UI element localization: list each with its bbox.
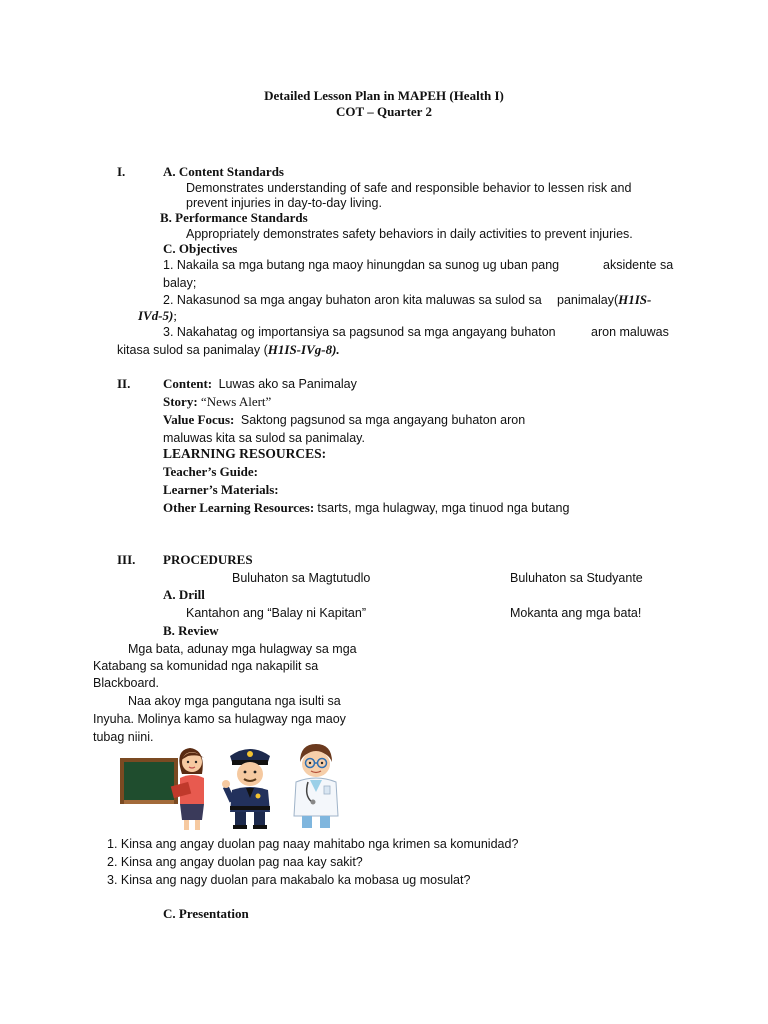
objective-3-kitasa: kitasa sulod sa panimalay ( bbox=[117, 343, 268, 357]
value-focus-line bbox=[163, 412, 525, 428]
review-text-line-5: Inyuha. Molinya kamo sa hulagway nga maoy bbox=[93, 712, 346, 726]
value-focus-text-2: maluwas kita sa sulod sa panimalay. bbox=[163, 431, 365, 445]
objective-2-code-line bbox=[138, 308, 177, 324]
other-resources-line bbox=[163, 500, 569, 516]
objective-2-semicolon: ; bbox=[173, 308, 178, 323]
objectives-heading: C. Objectives bbox=[163, 241, 238, 256]
content-value: Luwas ako sa Panimalay bbox=[218, 377, 357, 391]
student-column-heading: Buluhaton sa Studyante bbox=[510, 571, 643, 585]
section-2-number: II. bbox=[117, 376, 131, 391]
section-1-number: I. bbox=[117, 164, 126, 179]
teacher-column-heading: Buluhaton sa Magtutudlo bbox=[232, 571, 371, 585]
learning-resources-heading: LEARNING RESOURCES: bbox=[163, 446, 327, 461]
value-focus-text-1: Saktong pagsunod sa mga angayang buhaton aron bbox=[240, 413, 526, 427]
drill-teacher-activity: Kantahon ang “Balay ni Kapitan” bbox=[186, 606, 366, 620]
objective-3-text: 3. Nakahatag og importansiya sa pagsunod sa mga angayang buhaton bbox=[163, 325, 556, 339]
doctor-illustration bbox=[288, 740, 344, 832]
objective-3-text-end: aron maluwas bbox=[591, 325, 669, 339]
objective-2-code-part-2: IVd-5) bbox=[138, 308, 174, 323]
objective-1-text: 1. Nakaila sa mga butang nga maoy hinungdan sa sunog ug uban pang bbox=[163, 258, 560, 272]
learners-materials-label: Learner’s Materials: bbox=[163, 482, 279, 497]
objective-1-text-wrap: balay; bbox=[163, 276, 197, 290]
question-3: 3. Kinsa ang nagy duolan para makabalo ka mobasa ug mosulat? bbox=[107, 873, 471, 887]
objective-2-text-end bbox=[557, 292, 651, 308]
story-label: Story: bbox=[163, 394, 198, 409]
content-standards-heading: A. Content Standards bbox=[163, 164, 284, 179]
review-text-line-6: tubag niini. bbox=[93, 730, 154, 744]
objective-2-code-part-1: H1IS- bbox=[618, 292, 652, 307]
story-line bbox=[163, 394, 271, 410]
review-text-line-2: Katabang sa komunidad nga nakapilit sa bbox=[93, 659, 319, 673]
teachers-guide-label: Teacher’s Guide: bbox=[163, 464, 258, 479]
question-2: 2. Kinsa ang angay duolan pag naa kay sakit? bbox=[107, 855, 363, 869]
content-standards-line-2: prevent injuries in day-to-day living. bbox=[186, 196, 382, 210]
document-subtitle: COT – Quarter 2 bbox=[336, 104, 432, 119]
objective-2-panimalay: panimalay( bbox=[557, 293, 619, 307]
content-line bbox=[163, 376, 357, 392]
other-resources-value: tsarts, mga hulagway, mga tinuod nga butang bbox=[317, 501, 570, 515]
review-heading: B. Review bbox=[163, 623, 219, 638]
question-1: 1. Kinsa ang angay duolan pag naay mahitabo nga krimen sa komunidad? bbox=[107, 837, 519, 851]
other-resources-label: Other Learning Resources: bbox=[163, 500, 315, 515]
content-label: Content: bbox=[163, 376, 213, 391]
document-title: Detailed Lesson Plan in MAPEH (Health I) bbox=[264, 88, 504, 103]
review-text-line-3: Blackboard. bbox=[93, 676, 160, 690]
procedures-heading: PROCEDURES bbox=[163, 552, 253, 567]
objective-2-text: 2. Nakasunod sa mga angay buhaton aron kita maluwas sa sulod sa bbox=[163, 293, 542, 307]
objective-3-code: H1IS-IVg-8). bbox=[267, 342, 340, 357]
objective-3-text-wrap bbox=[117, 342, 340, 358]
teacher-at-blackboard-illustration bbox=[118, 744, 210, 832]
objective-1-text-end: aksidente sa bbox=[603, 258, 674, 272]
story-value: “News Alert” bbox=[200, 394, 272, 409]
value-focus-label: Value Focus: bbox=[163, 412, 235, 427]
review-text-line-4: Naa akoy mga pangutana nga isulti sa bbox=[128, 694, 341, 708]
review-text-line-1: Mga bata, adunay mga hulagway sa mga bbox=[128, 642, 357, 656]
police-officer-illustration bbox=[222, 742, 278, 830]
drill-student-activity: Mokanta ang mga bata! bbox=[510, 606, 642, 620]
drill-heading: A. Drill bbox=[163, 587, 205, 602]
performance-standards-line-1: Appropriately demonstrates safety behaviors in daily activities to prevent injuries. bbox=[186, 227, 633, 241]
content-standards-line-1: Demonstrates understanding of safe and responsible behavior to lessen risk and bbox=[186, 181, 632, 195]
section-3-number: III. bbox=[117, 552, 136, 567]
performance-standards-heading: B. Performance Standards bbox=[160, 210, 308, 225]
presentation-heading: C. Presentation bbox=[163, 906, 249, 921]
